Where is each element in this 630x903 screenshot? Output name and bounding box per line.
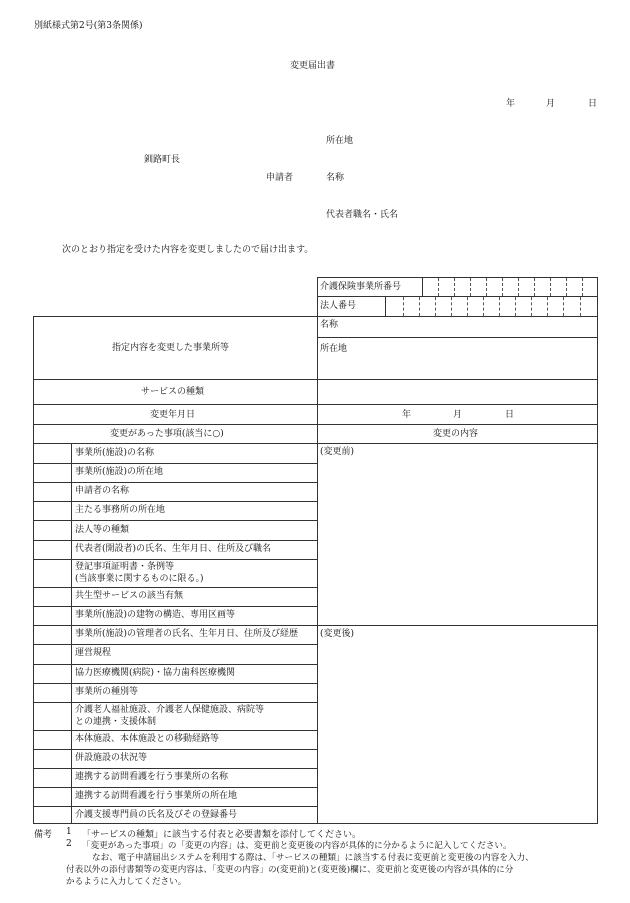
note-number: 2 [66,839,72,849]
changed-items-header: 変更があった事項(該当に○) [110,429,224,439]
list-item: との連携・支援体制 [75,717,157,727]
statement: 次のとおり指定を受けた内容を変更しましたので届け出ます。 [62,245,314,255]
note-number: 1 [66,827,72,837]
item-checkbox[interactable] [34,444,71,823]
change-date-month: 月 [453,410,463,420]
note-text: なお、電子申請届出システムを利用する際は、「サービスの種類」に該当する付表に変更前と変更後の内容を入力、 [92,853,534,863]
list-item: 協力医療機関(病院)・協力歯科医療機関 [75,668,236,678]
list-item: 登記事項証明書・条例等 [75,562,175,572]
before-label: (変更前) [320,447,355,457]
form-number: 別紙様式第2号(第3条関係) [34,21,143,31]
note-text: 「変更があった事項」の「変更の内容」は、変更前と変更後の内容が具体的に分かるように記入してください。 [82,841,512,851]
addressee: 釧路町長 [144,155,181,165]
list-item: 運営規程 [75,648,112,658]
note-text: かるように入力してください。 [66,877,187,887]
list-item: 介護支援専門員の氏名及びその登録番号 [75,810,238,820]
applicant-label: 申請者 [266,173,294,183]
office-label: 指定内容を変更した事業所等 [112,343,230,353]
date-year: 年 [506,99,516,109]
list-item: 法人等の種類 [75,525,130,535]
list-item: 事業所(施設)の所在地 [75,467,164,477]
corporate-no-label: 法人番号 [320,301,357,311]
change-date-year: 年 [402,410,412,420]
change-content-header: 変更の内容 [433,429,479,439]
list-item: 連携する訪問看護を行う事業所の名称 [75,772,229,782]
note-text: 「サービスの種類」に該当する付表と必要書類を添付してください。 [82,830,362,840]
list-item: 連携する訪問看護を行う事業所の所在地 [75,791,238,801]
list-item: 事業所の種別等 [75,687,139,697]
document-title: 変更届出書 [290,61,336,71]
location-label: 所在地 [326,136,354,146]
note-text: 付表以外の添付書類等の変更内容は、「変更の内容」の(変更前)と(変更後)欄に、変更前と変更後の内容が具体的に分 [66,865,514,875]
name-label: 名称 [326,173,345,183]
change-date-label: 変更年月日 [150,410,196,420]
list-item: 介護老人福祉施設、介護老人保健施設、病院等 [75,705,265,715]
list-item: 申請者の名称 [75,486,130,496]
list-item: 代表者(開設者)の氏名、生年月日、住所及び職名 [75,544,272,554]
list-item: 併設施設の状況等 [75,753,148,763]
notes-label: 備考 [34,830,53,840]
list-item: 本体施設、本体施設との移動経路等 [75,734,220,744]
list-item: 主たる事務所の所在地 [75,505,166,515]
list-item: 事業所(施設)の管理者の氏名、生年月日、住所及び経歴 [75,629,299,639]
after-label: (変更後) [320,629,355,639]
list-item: 事業所(施設)の建物の構造、専用区画等 [75,610,236,620]
date-month: 月 [546,99,556,109]
list-item: 事業所(施設)の名称 [75,448,155,458]
list-item: (当該事業に関するものに限る。) [75,574,204,584]
date-day: 日 [588,99,598,109]
care-insurance-no-label: 介護保険事業所番号 [320,282,402,292]
service-type-label: サービスの種類 [141,387,205,397]
office-location-label: 所在地 [320,344,348,354]
change-date-day: 日 [505,410,515,420]
office-name-label: 名称 [320,320,339,330]
list-item: 共生型サービスの該当有無 [75,591,184,601]
representative-label: 代表者職名・氏名 [326,210,399,220]
